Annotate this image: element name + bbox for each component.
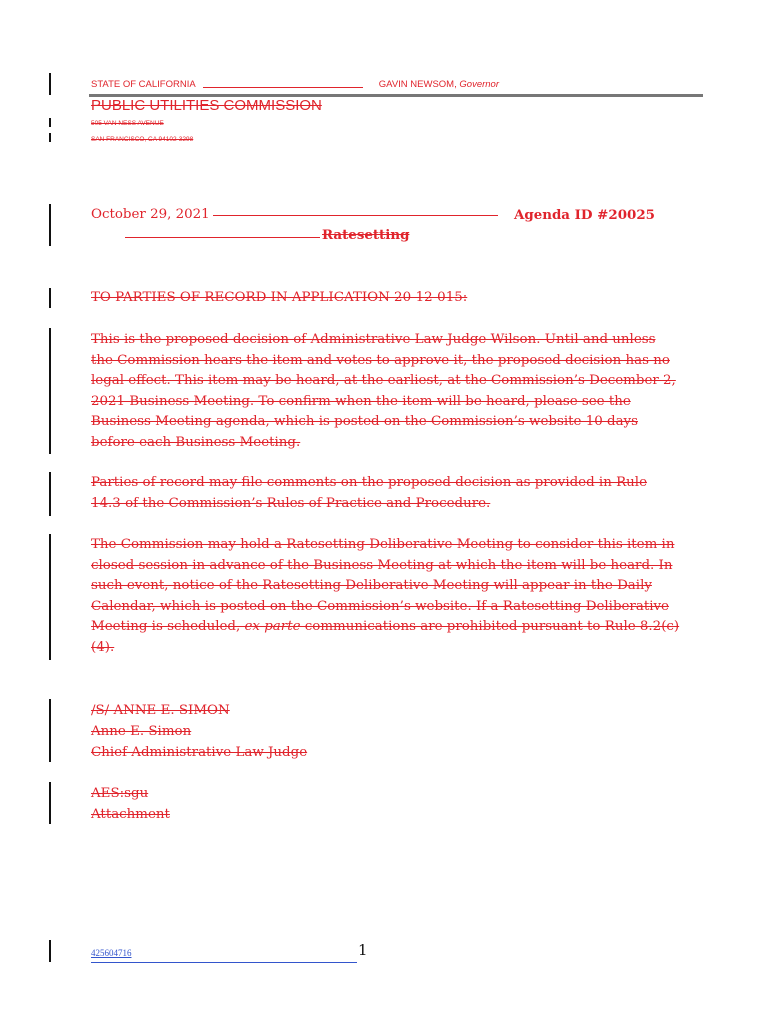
ex-parte-term: ex parte	[244, 619, 301, 635]
paragraph3-text-end: communications are prohibited pursuant to Rule 8.2(c)(4).	[91, 619, 680, 655]
initials: AES:sgu	[91, 786, 149, 801]
document-id: 425604716	[91, 948, 357, 963]
governor-title: Governor	[459, 79, 499, 90]
enclosure: Attachment	[91, 807, 170, 822]
change-bar	[49, 133, 51, 142]
governor-name: GAVIN NEWSOM,	[378, 79, 460, 90]
change-bar	[49, 940, 51, 962]
ratesetting-rule	[125, 237, 320, 238]
signature-block	[91, 700, 681, 763]
commission-name: PUBLIC UTILITIES COMMISSION	[91, 97, 322, 114]
page-number: 1	[358, 941, 368, 959]
signature: /S/ ANNE E. SIMON	[91, 703, 230, 718]
agenda-id: Agenda ID #20025	[513, 207, 655, 223]
paragraph-deliberative-meeting	[91, 535, 681, 659]
change-bar	[49, 288, 51, 308]
proceeding-type: Ratesetting	[322, 227, 410, 243]
letterhead-state-line	[91, 79, 499, 93]
paragraph3-text: The Commission may hold a Ratesetting Deliberative Meeting to consider this item in closed session in advance of the Business Meeting at which the item will be heard. In such event, notice of the Ratesetting Deliberative Meeting will appear in the Daily Calendar, which is posted on the Commission’s website. If a Ratesetting Deliberative Meeting is scheduled,	[91, 537, 675, 635]
paragraph-proposed-decision: This is the proposed decision of Administrative Law Judge Wilson. Until and unless the Commission hears the item and votes to approve it, the proposed decision has no legal effect. This item may be heard, at the earliest, at the Commission’s December 2, 2021 Business Meeting. To confirm when the item will be heard, please see the Business Meeting agenda, which is posted on the Commission’s website 10 days before each Business Meeting.	[91, 332, 676, 450]
addressee: TO PARTIES OF RECORD IN APPLICATION 20-12-015:	[91, 290, 468, 305]
change-bar	[49, 699, 51, 762]
change-bar	[49, 472, 51, 516]
change-bar	[49, 782, 51, 824]
address-line-1: 505 VAN NESS AVENUE	[91, 120, 164, 127]
change-bar	[49, 328, 51, 454]
signer-name: Anne E. Simon	[91, 724, 192, 739]
paragraph-comments: Parties of record may file comments on the proposed decision as provided in Rule 14.3 of the Commission’s Rules of Practice and Procedure.	[91, 475, 648, 511]
signer-title: Chief Administrative Law Judge	[91, 745, 308, 760]
letter-date: October 29, 2021	[91, 207, 210, 222]
letterhead-rule	[203, 87, 363, 88]
change-bar	[49, 73, 51, 95]
initials-block	[91, 783, 681, 825]
change-bar	[49, 534, 51, 660]
state-name: STATE OF CALIFORNIA	[91, 79, 196, 90]
date-rule	[213, 215, 498, 216]
change-bar	[49, 118, 51, 127]
change-bar	[49, 204, 51, 246]
address-line-2: SAN FRANCISCO, CA 94102-3298	[91, 136, 194, 143]
governor-line	[379, 79, 499, 90]
